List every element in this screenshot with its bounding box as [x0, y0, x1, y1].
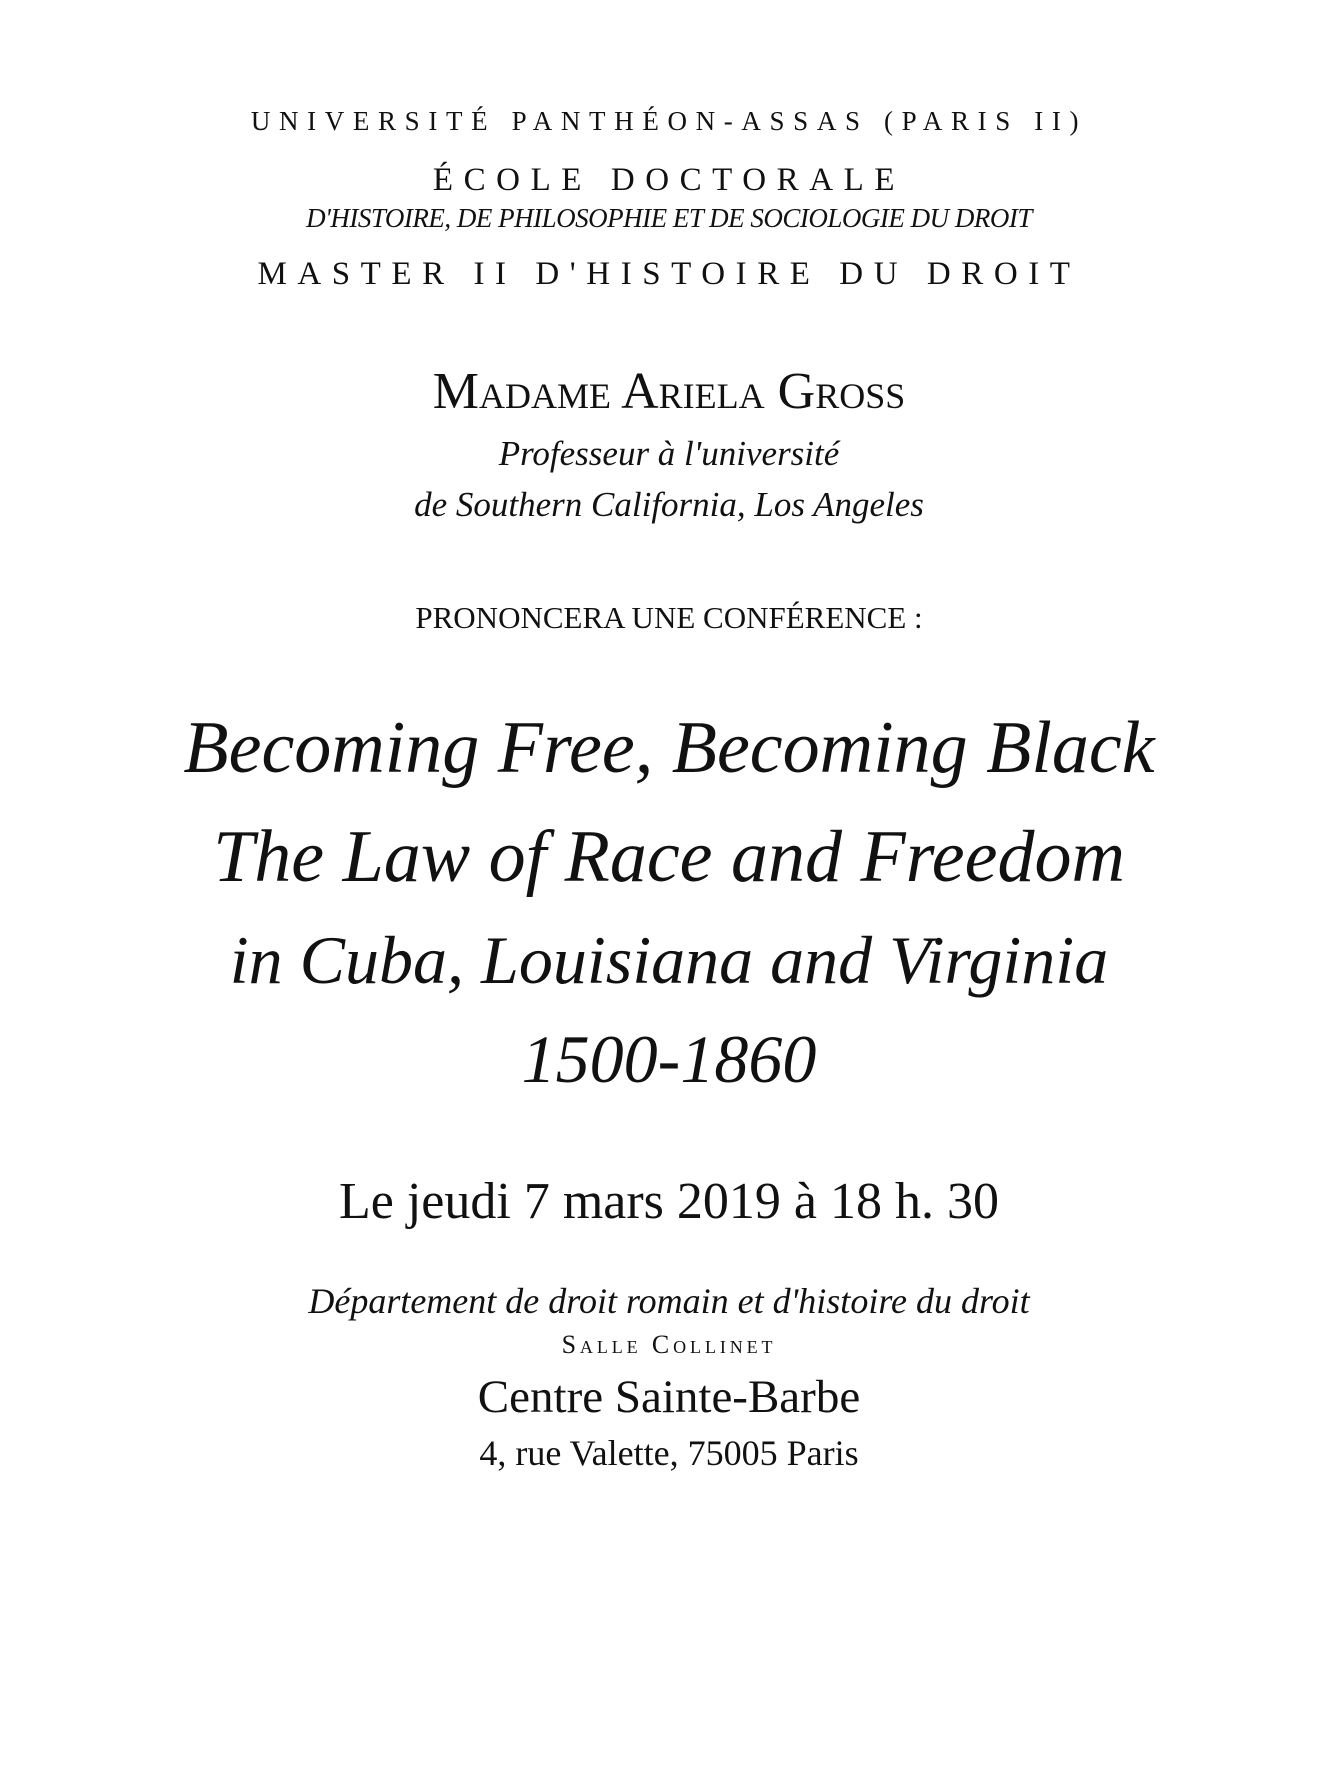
- lecture-title-line3: in Cuba, Louisiana and Virginia: [229, 922, 1109, 998]
- speaker-name: Madame Ariela Gross: [432, 363, 906, 420]
- announcement: PRONONCERA UNE CONFÉRENCE :: [415, 600, 923, 635]
- venue-department: Département de droit romain et d'histoire du droit: [308, 1281, 1030, 1321]
- master-program: MASTER II D'HISTOIRE DU DROIT: [257, 256, 1081, 292]
- lecture-years: 1500-1860: [521, 1021, 817, 1097]
- venue-building: Centre Sainte-Barbe: [477, 1371, 861, 1423]
- speaker-title-line2: de Southern California, Los Angeles: [414, 485, 924, 524]
- speaker-title-line1: Professeur à l'université: [498, 434, 840, 473]
- university-name: UNIVERSITÉ PANTHÉON-ASSAS (PARIS II): [250, 106, 1088, 136]
- lecture-title-line2: The Law of Race and Freedom: [213, 816, 1125, 898]
- doctoral-school: ÉCOLE DOCTORALE: [432, 162, 906, 198]
- lecture-title-line1: Becoming Free, Becoming Black: [183, 707, 1155, 789]
- doctoral-school-subtitle: D'HISTOIRE, DE PHILOSOPHIE ET DE SOCIOLOGIE DU DROIT: [306, 203, 1032, 233]
- venue-address: 4, rue Valette, 75005 Paris: [479, 1433, 859, 1473]
- event-date: Le jeudi 7 mars 2019 à 18 h. 30: [339, 1173, 999, 1230]
- venue-room: Salle Collinet: [561, 1330, 777, 1359]
